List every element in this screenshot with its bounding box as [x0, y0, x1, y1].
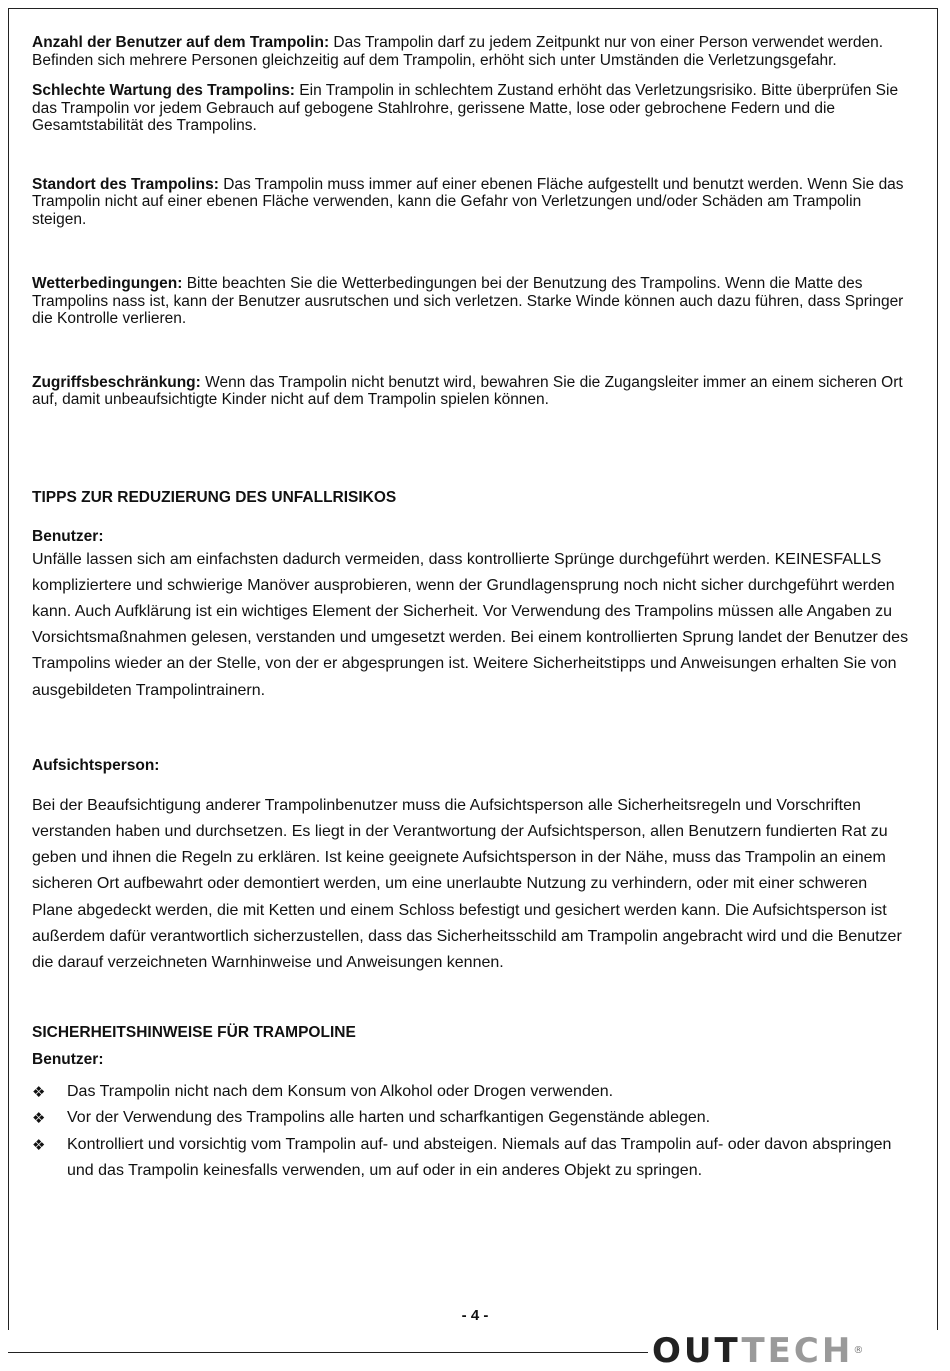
list-item-text: Das Trampolin nicht nach dem Konsum von Alkohol oder Drogen verwenden. — [67, 1083, 614, 1101]
subheading-user: Benutzer: — [32, 527, 104, 545]
brand-logo-tech: TECH — [741, 1331, 854, 1371]
subheading-supervisor: Aufsichtsperson: — [32, 756, 160, 774]
safety-bullet-list — [32, 1079, 912, 1184]
diamond-bullet-icon: ❖ — [32, 1135, 46, 1154]
paragraph-label: Anzahl der Benutzer auf dem Trampolin: — [32, 34, 330, 51]
paragraph-label: Zugriffsbeschränkung: — [32, 373, 201, 391]
paragraph-label: Schlechte Wartung des Trampolins: — [32, 82, 295, 99]
list-item-text: Kontrolliert und vorsichtig vom Trampolin auf- und absteigen. Niemals auf das Trampolin auf- oder davon abspringen und das Trampolin keinesfalls verwenden, um auf oder in ein anderes Objekt zu springen. — [67, 1135, 892, 1179]
paragraph-text: Wenn das Trampolin nicht benutzt wird, bewahren Sie die Zugangsleiter immer an einem sicheren Ort auf, damit unbeaufsichtigte Kinder nicht auf dem Trampolin spielen können. — [32, 373, 903, 408]
diamond-bullet-icon: ❖ — [32, 1083, 46, 1102]
paragraph-weather — [32, 275, 912, 328]
subheading-safety-user: Benutzer: — [32, 1051, 104, 1069]
registered-mark: ® — [853, 1345, 864, 1356]
paragraph-text: Bitte beachten Sie die Wetterbedingungen bei der Benutzung des Trampolins. Wenn die Matte des Trampolins nass ist, kann der Benutzer ausrutschen und sich verletzen. Starke Winde können auch dazu führen, dass Springer die Kontrolle verlieren. — [32, 275, 904, 327]
list-item — [32, 1105, 912, 1131]
list-item-text: Vor der Verwendung des Trampolins alle harten und scharfkantigen Gegenstände ablegen. — [67, 1109, 711, 1127]
page-content — [32, 34, 912, 1184]
paragraph-text: Das Trampolin muss immer auf einer ebenen Fläche aufgestellt und benutzt werden. Wenn Sie das Trampolin nicht auf einer ebenen Fläche verwenden, kann die Gefahr von Verletzungen und/oder Schäden am Trampolin steigen. — [32, 175, 904, 228]
paragraph-supervisor: Bei der Beaufsichtigung anderer Trampolinbenutzer muss die Aufsichtsperson alle Sicherheitsregeln und Vorschriften verstanden haben und durchsetzen. Es liegt in der Verantwortung der Aufsichtsperson, allen Benutzern fundierten Rat zu geben und ihnen die Regeln zu erklären. Ist keine geeignete Aufsichtsperson in der Nähe, muss das Trampolin an einem sicheren Ort aufbewahrt oder demontiert werden, um eine unerlaubte Nutzung zu verhindern, oder mit einer schweren Plane abgedeckt werden, die mit Ketten und einem Schloss befestigt und gesichert werden kann. Die Aufsichtsperson ist außerdem dafür verantwortlich sicherzustellen, dass das Sicherheitsschild am Trampolin angebracht wird und die Benutzer die darauf verzeichneten Warnhinweise und Anweisungen kennen. — [32, 796, 902, 971]
paragraph-user-tips: Unfälle lassen sich am einfachsten dadurch vermeiden, dass kontrollierte Sprünge durchgeführt werden. KEINESFALLS kompliziertere und schwierige Manöver ausprobieren, wenn der Grundlagensprung noch nicht sicher durchgeführt werden kann. Auch Aufklärung ist ein wichtiges Element der Sicherheit. Vor Verwendung des Trampolins müssen alle Angaben zu Vorsichtsmaßnahmen gelesen, verstanden und umgesetzt werden. Bei einem kontrollierten Sprung landet der Benutzer des Trampolins wieder an der Stelle, von der er abgesprungen ist. Weitere Sicherheitstipps und Anweisungen erhalten Sie von ausgebildeten Trampolintrainern. — [32, 550, 909, 699]
paragraph-text: Das Trampolin darf zu jedem Zeitpunkt nur von einer Person verwendet werden. Befinden sich mehrere Personen gleichzeitig auf dem Trampolin, erhöht sich unter Umständen die Verletzungsgefahr. — [32, 34, 884, 69]
paragraph-number-of-users — [32, 34, 912, 69]
paragraph-access-restriction — [32, 374, 912, 409]
paragraph-label: Standort des Trampolins: — [32, 175, 219, 193]
section-heading-tips: TIPPS ZUR REDUZIERUNG DES UNFALLRISIKOS — [32, 488, 397, 506]
paragraph-location — [32, 176, 912, 229]
list-item — [32, 1079, 912, 1105]
section-heading-safety: SICHERHEITSHINWEISE FÜR TRAMPOLINE — [32, 1024, 356, 1042]
brand-logo — [652, 1333, 863, 1369]
brand-logo-out: OUT — [652, 1331, 742, 1371]
list-item — [32, 1132, 912, 1184]
diamond-bullet-icon: ❖ — [32, 1109, 46, 1128]
paragraph-text: Ein Trampolin in schlechtem Zustand erhöht das Verletzungsrisiko. Bitte überprüfen Sie das Trampolin vor jedem Gebrauch auf gebogene Stahlrohre, gerissene Matte, lose oder gebrochene Federn und die Gesamtstabilität des Trampolins. — [32, 82, 899, 134]
paragraph-label: Wetterbedingungen: — [32, 275, 183, 292]
paragraph-poor-maintenance — [32, 82, 912, 135]
footer-divider — [8, 1352, 648, 1353]
page-number: - 4 - — [461, 1307, 489, 1324]
